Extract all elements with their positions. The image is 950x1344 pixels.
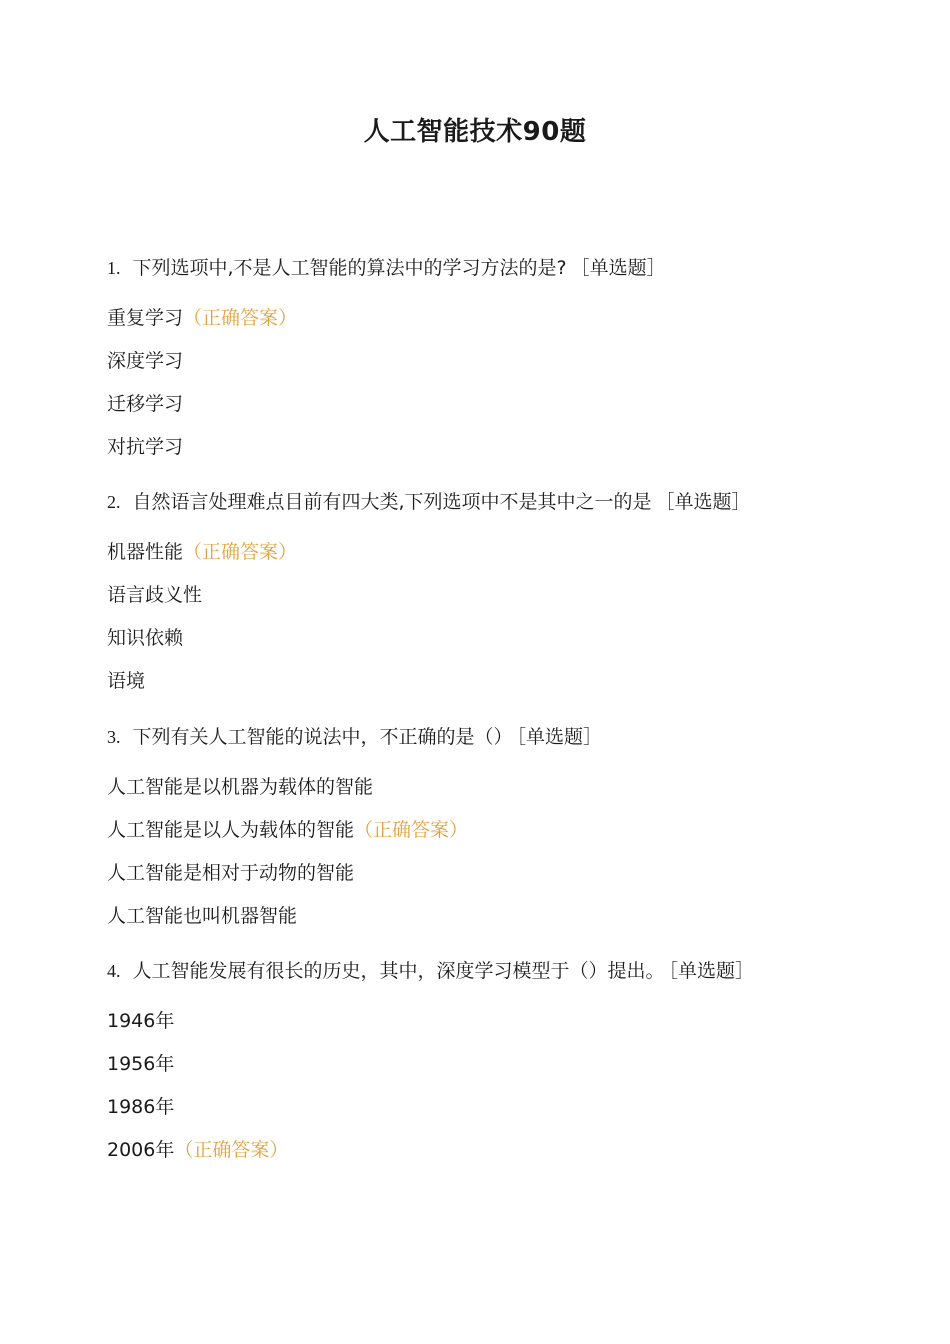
options-list: [107, 1007, 867, 1164]
question-type: ［单选题］: [655, 491, 751, 513]
option-item: [107, 816, 867, 844]
option-text: 语境: [107, 670, 146, 692]
option-text: 2006年: [107, 1139, 175, 1161]
question-1: [107, 254, 867, 476]
question-number: 3.: [107, 727, 121, 747]
option-item: [107, 624, 867, 652]
correct-answer-tag: （正确答案）: [183, 541, 298, 563]
option-item: [107, 1136, 867, 1164]
correct-answer-tag: （正确答案）: [354, 819, 469, 841]
option-item: [107, 902, 867, 930]
option-item: [107, 433, 867, 461]
option-text: 1946年: [107, 1010, 175, 1032]
correct-answer-tag: （正确答案）: [183, 307, 298, 329]
option-item: [107, 667, 867, 695]
option-text: 1956年: [107, 1053, 175, 1075]
question-4: [107, 957, 867, 1179]
question-text: 自然语言处理难点目前有四大类,下列选项中不是其中之一的是: [132, 491, 652, 513]
option-text: 人工智能是以机器为载体的智能: [107, 776, 374, 798]
question-number: 2.: [107, 492, 121, 512]
option-item: [107, 1093, 867, 1121]
option-text: 人工智能是以人为载体的智能: [107, 819, 355, 841]
correct-answer-tag: （正确答案）: [174, 1139, 289, 1161]
question-number: 4.: [107, 961, 121, 981]
option-text: 深度学习: [107, 350, 184, 372]
option-text: 重复学习: [107, 307, 184, 329]
option-text: 机器性能: [107, 541, 184, 563]
question-text: 下列选项中,不是人工智能的算法中的学习方法的是?: [132, 257, 567, 279]
question-stem: [107, 957, 867, 985]
question-stem: [107, 723, 867, 751]
option-item: [107, 1050, 867, 1078]
option-text: 人工智能是相对于动物的智能: [107, 862, 355, 884]
option-text: 知识依赖: [107, 627, 184, 649]
question-stem: [107, 488, 867, 516]
option-item: [107, 1007, 867, 1035]
question-stem: [107, 254, 867, 282]
option-item: [107, 304, 867, 332]
option-text: 语言歧义性: [107, 584, 203, 606]
question-3: [107, 723, 867, 945]
question-text: 人工智能发展有很长的历史，其中，深度学习模型于（）提出。: [132, 960, 665, 982]
option-item: [107, 347, 867, 375]
question-number: 1.: [107, 258, 121, 278]
question-type: ［单选题］: [570, 257, 666, 279]
question-type: ［单选题］: [668, 960, 755, 982]
option-item: [107, 390, 867, 418]
question-2: [107, 488, 867, 710]
question-type: ［单选题］: [516, 726, 603, 748]
option-item: [107, 538, 867, 566]
options-list: [107, 304, 867, 461]
question-text: 下列有关人工智能的说法中，不正确的是（）: [132, 726, 513, 748]
document-title: 人工智能技术90题: [363, 117, 587, 147]
option-item: [107, 773, 867, 801]
options-list: [107, 538, 867, 695]
option-text: 1986年: [107, 1096, 175, 1118]
option-item: [107, 581, 867, 609]
option-item: [107, 859, 867, 887]
option-text: 迁移学习: [107, 393, 184, 415]
option-text: 对抗学习: [107, 436, 184, 458]
options-list: [107, 773, 867, 930]
option-text: 人工智能也叫机器智能: [107, 905, 298, 927]
